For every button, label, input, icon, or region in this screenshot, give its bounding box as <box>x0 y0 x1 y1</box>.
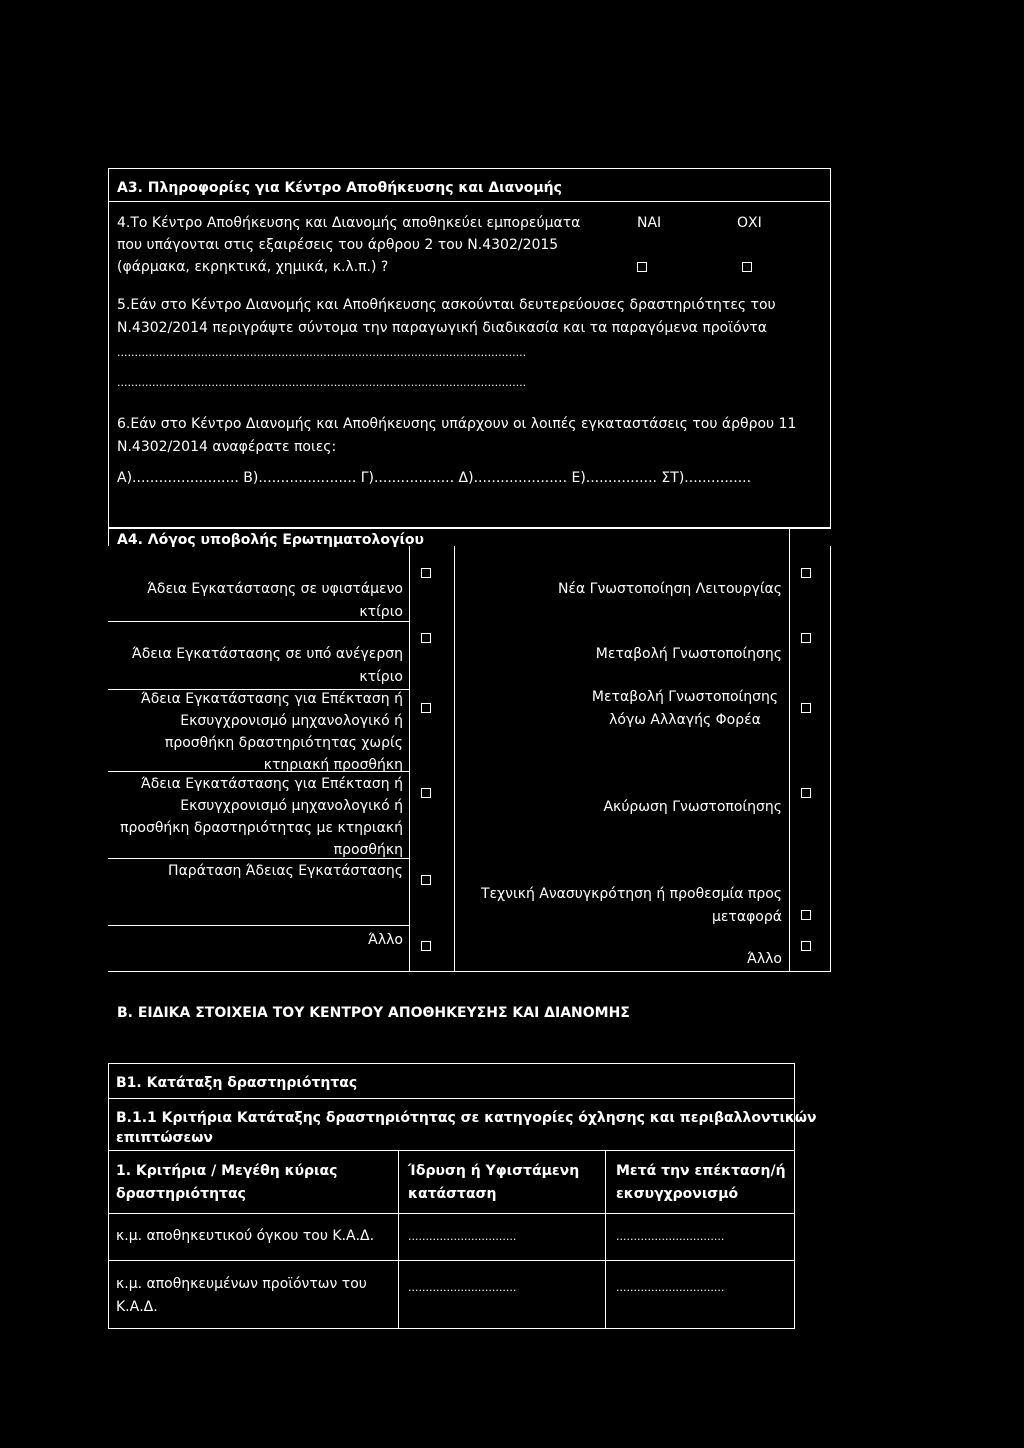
a4-option-notification-change: Μεταβολή Γνωστοποίησης <box>595 646 782 662</box>
a4-option-other-left: Άλλο <box>368 932 403 948</box>
a3-title-divider <box>108 201 831 202</box>
q4-line1: 4.Το Κέντρο Αποθήκευσης και Διανομής αποθηκεύει εμπορεύματα <box>117 215 581 231</box>
a4-checkbox-extension-no-building[interactable] <box>421 703 431 713</box>
q5-line1: 5.Εάν στο Κέντρο Διανομής και Αποθήκευσης ασκούνται δευτερεύουσες δραστηριότητες του <box>117 297 776 313</box>
q5-answer-line2[interactable]: ..................................................................................................................... <box>117 376 527 389</box>
a4-checkbox-extension-of-license[interactable] <box>421 875 431 885</box>
b1-divider <box>108 1098 795 1099</box>
q4-yes-checkbox[interactable] <box>637 262 647 272</box>
q6-line2: Ν.4302/2014 αναφέρατε ποιες: <box>117 439 337 455</box>
b1-header-divider <box>108 1213 795 1214</box>
a4-option-existing-building: Άδεια Εγκατάστασης σε υφιστάμενο κτίριο <box>147 581 403 620</box>
a4-option-other-right: Άλλο <box>747 951 782 967</box>
q5-line2: Ν.4302/2014 περιγράψτε σύντομα την παραγωγική διαδικασία και τα παραγόμενα προϊόντα <box>117 320 768 336</box>
b11-title-line1: Β.1.1 Κριτήρια Κατάταξης δραστηριότητας σε κατηγορίες όχλησης και περιβαλλοντικών <box>116 1110 817 1126</box>
q4-line3: (φάρμακα, εκρηκτικά, χημικά, κ.λ.π.) ? <box>117 259 389 275</box>
a4-checkbox-new-notification[interactable] <box>801 568 811 578</box>
b1-row-storage-volume-label: κ.μ. αποθηκευτικού όγκου του Κ.Α.Δ. <box>116 1228 375 1244</box>
q4-yes-label: ΝΑΙ <box>637 215 662 231</box>
a4-col-divider-3 <box>789 528 790 972</box>
a4-checkbox-existing-building[interactable] <box>421 568 431 578</box>
b1-col-divider-2 <box>605 1150 606 1329</box>
b1-row-storage-volume-value1[interactable]: ............................... <box>408 1230 517 1243</box>
b1-row-divider <box>108 1260 795 1261</box>
a4-checkbox-other-right[interactable] <box>801 941 811 951</box>
q4-no-label: ΟΧΙ <box>737 215 762 231</box>
a4-checkbox-technical-reconstruction[interactable] <box>801 910 811 920</box>
a4-option-new-notification: Νέα Γνωστοποίηση Λειτουργίας <box>557 581 782 597</box>
a4-option-technical-reconstruction: Τεχνική Ανασυγκρότηση ή προθεσμία προς μεταφορά <box>480 886 782 925</box>
b11-divider <box>108 1150 795 1151</box>
a4-checkbox-under-construction[interactable] <box>421 633 431 643</box>
a4-checkbox-notification-cancel[interactable] <box>801 788 811 798</box>
a4-checkbox-extension-with-building[interactable] <box>421 788 431 798</box>
q4-line2: που υπάγονται στις εξαιρέσεις του άρθρου 2 του Ν.4302/2015 <box>117 237 559 253</box>
b1-row-storage-volume-value2[interactable]: ............................... <box>616 1230 725 1243</box>
a4-option-extension-of-license: Παράταση Άδειας Εγκατάστασης <box>168 863 403 879</box>
a4-option-extension-with-building: Άδεια Εγκατάστασης για Επέκταση ή Εκσυγχρονισμό μηχανολογικό ή προσθήκη δραστηριότητας με κτηριακή προσθήκη <box>120 776 403 858</box>
a4-title: Α4. Λόγος υποβολής Ερωτηματολογίου <box>117 532 425 548</box>
a3-title: Α3. Πληροφορίες για Κέντρο Αποθήκευσης και Διανομής <box>117 180 562 196</box>
q4-no-checkbox[interactable] <box>742 262 752 272</box>
b1-title: Β1. Κατάταξη δραστηριότητας <box>116 1075 358 1091</box>
b1-col-establishment-header: Ίδρυση ή Υφιστάμενη κατάσταση <box>408 1163 580 1202</box>
q6-line1: 6.Εάν στο Κέντρο Διανομής και Αποθήκευσης υπάρχουν οι λοιπές εγκαταστάσεις του άρθρου 11 <box>117 416 797 432</box>
q5-answer-line1[interactable]: ..................................................................................................................... <box>117 346 527 359</box>
b11-title-line2: επιπτώσεων <box>116 1130 213 1146</box>
a4-left-border <box>108 528 109 546</box>
b1-row-stored-products-value1[interactable]: ............................... <box>408 1281 517 1294</box>
a4-col-divider-2 <box>454 546 455 972</box>
a4-checkbox-other-left[interactable] <box>421 941 431 951</box>
b1-row-stored-products-label: κ.μ. αποθηκευμένων προϊόντων του Κ.Α.Δ. <box>116 1276 367 1315</box>
a4-col-divider-1 <box>409 546 410 972</box>
a4-row-divider <box>108 925 409 926</box>
b1-row-stored-products-value2[interactable]: ............................... <box>616 1281 725 1294</box>
a4-option-operator-change: Μεταβολή Γνωστοποίησης λόγω Αλλαγής Φορέα <box>591 689 779 728</box>
a4-option-under-construction: Άδεια Εγκατάστασης σε υπό ανέγερση κτίριο <box>132 646 403 685</box>
b1-col-criteria-header: 1. Κριτήρια / Μεγέθη κύριας δραστηριότητας <box>116 1163 338 1202</box>
a4-option-extension-no-building: Άδεια Εγκατάστασης για Επέκταση ή Εκσυγχρονισμό μηχανολογικό ή προσθήκη δραστηριότητας χωρίς κτηριακή προσθήκη <box>141 691 403 773</box>
a4-checkbox-operator-change[interactable] <box>801 703 811 713</box>
b-section-title: Β. ΕΙΔΙΚΑ ΣΤΟΙΧΕΙΑ ΤΟΥ ΚΕΝΤΡΟΥ ΑΠΟΘΗΚΕΥΣΗΣ ΚΑΙ ΔΙΑΝΟΜΗΣ <box>117 1005 630 1021</box>
b1-col-divider-1 <box>398 1150 399 1329</box>
a4-option-notification-cancel: Ακύρωση Γνωστοποίησης <box>603 799 782 815</box>
b1-col-after-extension-header: Μετά την επέκταση/ή εκσυγχρονισμό <box>616 1163 786 1202</box>
a4-checkbox-notification-change[interactable] <box>801 633 811 643</box>
q6-answers[interactable]: Α)........................ Β)...................... Γ).................. Δ)..................... Ε)................ ΣΤ)............... <box>117 470 752 486</box>
